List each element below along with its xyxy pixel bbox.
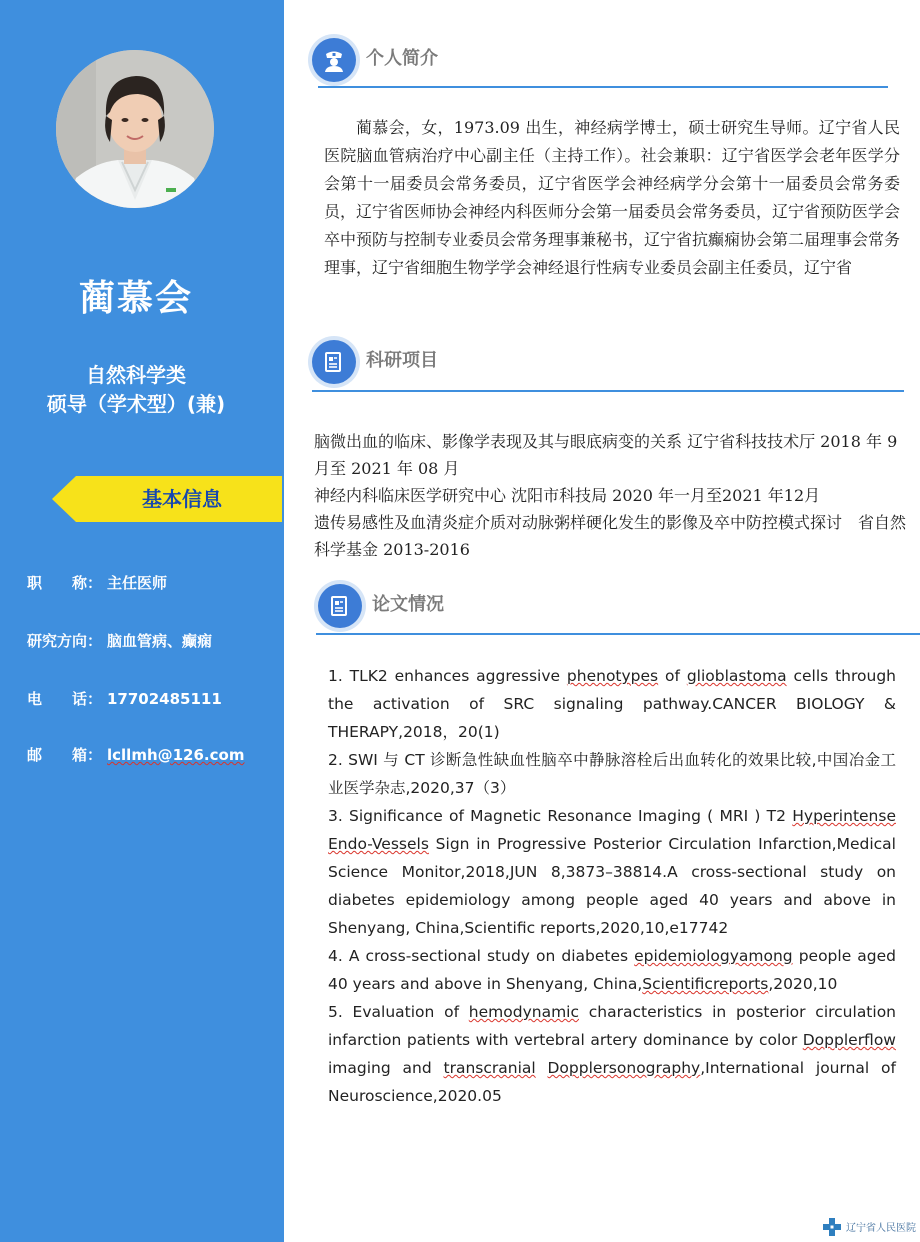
papers-list xyxy=(328,662,896,1110)
person-name: 蔺慕会 xyxy=(78,278,193,319)
info-title-row xyxy=(27,572,167,593)
research-item: 遗传易感性及血清炎症介质对动脉粥样硬化发生的影像及卒中防控模式探讨 省自然科学基金 2013-2016 xyxy=(314,513,907,559)
nurse-icon xyxy=(312,38,356,82)
basic-info-label: 基本信息 xyxy=(142,487,222,511)
papers-section-title: 论文情况 xyxy=(372,594,444,615)
profile-text: 蔺慕会，女，1973.09 出生，神经病学博士，硕士研究生导师。辽宁省人民医院脑血管病治疗中心副主任（主持工作）。社会兼职：辽宁省医学会老年医学分会第十一届委员会常务委员，辽宁省医学会神经病学分会第十一届委员会常务委员，辽宁省医师协会神经内科医师分会第一届委员会常务委员，辽宁省预防医学会卒中预防与控制专业委员会常务理事兼秘书，辽宁省抗癫痫协会第二届理事会常务理事，辽宁省细胞生物学学会神经退行性病专业委员会副主任委员，辽宁省 xyxy=(324,118,900,277)
hospital-logo xyxy=(822,1217,920,1239)
document-icon xyxy=(312,340,356,384)
research-divider xyxy=(312,390,904,392)
paper-item-2: 2. SWI 与 CT 诊断急性缺血性脑卒中静脉溶栓后出血转化的效果比较,中国冶金工业医学杂志,2020,37（3） xyxy=(328,751,896,797)
paper-item-3: 3. Significance of Magnetic Resonance Imaging ( MRI ) T2 Hyperintense Endo-Vessels Sign in Progressive Posterior Circulation Infarction,Medical Science Monitor,2018,JUN 8,3873–38814.A cross-sectional study on diabetes epidemiology among people aged 40 years and above in Shenyang, China,Scientific reports,2020,10,e17742 xyxy=(328,807,896,937)
papers-divider xyxy=(316,633,920,635)
profile-section-title: 个人简介 xyxy=(366,48,438,69)
research-section-title: 科研项目 xyxy=(366,350,438,371)
info-phone-row xyxy=(27,688,222,709)
subtitle-supervisor-type: 硕导（学术型）(兼) xyxy=(46,392,226,416)
avatar xyxy=(56,50,214,208)
document-icon xyxy=(318,584,362,628)
sidebar xyxy=(0,0,284,1242)
paper-item-1: 1. TLK2 enhances aggressive phenotypes of glioblastoma cells through the activation of SRC signaling pathway.CANCER BIOLOGY & THERAPY,2018，20(1) xyxy=(328,667,896,741)
subtitle-category: 自然科学类 xyxy=(86,363,186,387)
hospital-logo-icon xyxy=(822,1217,842,1237)
info-email-value: lcllmh@126.com xyxy=(107,746,245,764)
research-item: 脑微出血的临床、影像学表现及其与眼底病变的关系 辽宁省科技技术厅 2018 年 9 月至 2021 年 08 月 xyxy=(314,432,898,478)
info-title-label: 职 称： xyxy=(27,574,103,592)
info-research-label: 研究方向： xyxy=(27,632,103,650)
info-research-value: 脑血管病、癫痫 xyxy=(107,632,213,650)
profile-divider xyxy=(318,86,888,88)
info-phone-label: 电 话： xyxy=(27,690,103,708)
info-phone-value: 17702485111 xyxy=(107,690,222,708)
basic-info-tab xyxy=(52,476,282,522)
info-title-value: 主任医师 xyxy=(107,574,168,592)
research-list xyxy=(314,428,910,563)
research-item: 神经内科临床医学研究中心 沈阳市科技局 2020 年一月至2021 年12月 xyxy=(314,486,821,505)
info-email-row xyxy=(27,744,244,765)
hospital-logo-text: 辽宁省人民医院 xyxy=(846,1223,916,1234)
paper-item-4: 4. A cross-sectional study on diabetes epidemiologyamong people aged 40 years and above in Shenyang, China,Scientificreports,2020,10 xyxy=(328,947,897,993)
info-email-label: 邮 箱： xyxy=(27,746,103,764)
info-research-row xyxy=(27,630,212,651)
paper-item-5: 5. Evaluation of hemodynamic characteristics in posterior circulation infarction patients with vertebral artery dominance by color Dopplerflow imaging and transcranial Dopplersonography,International journal of Neuroscience,2020.05 xyxy=(328,1003,897,1105)
